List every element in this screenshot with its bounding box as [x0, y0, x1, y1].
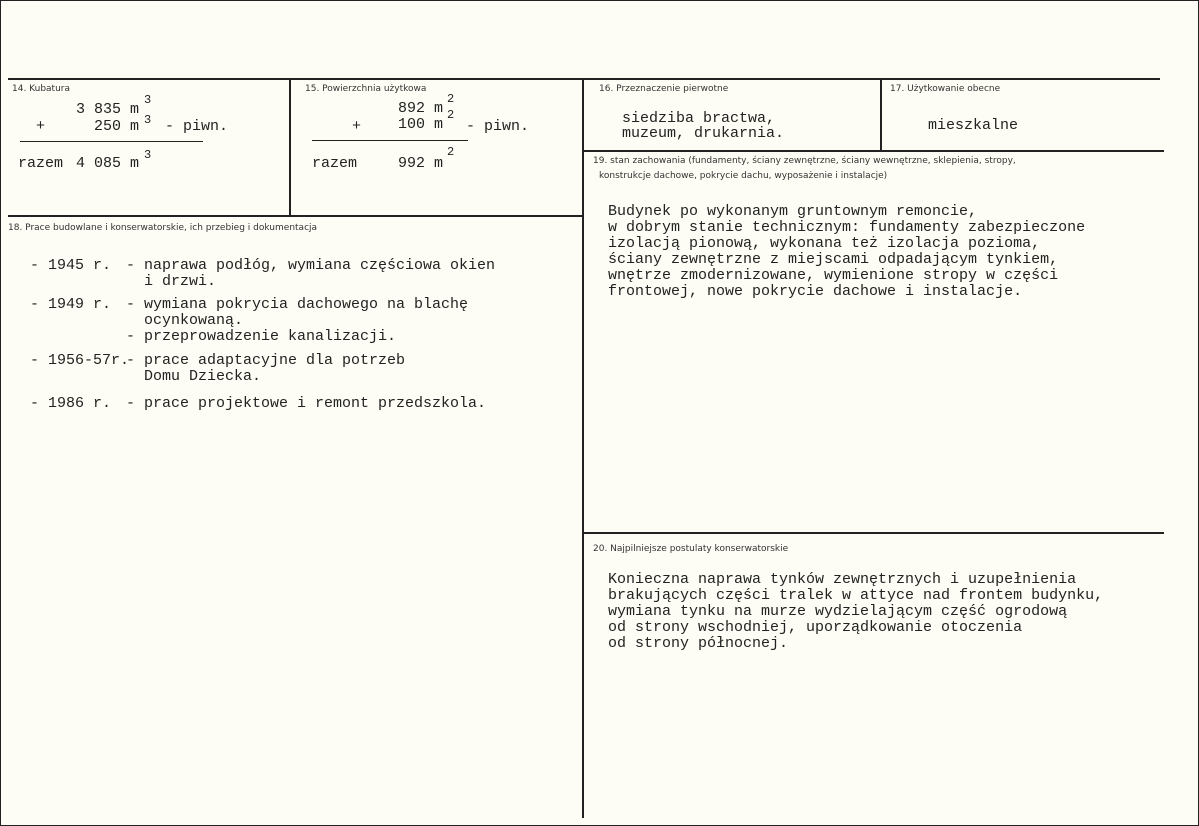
uzytkowanie-value: mieszkalne — [928, 117, 1019, 134]
prace-year-1949: - 1949 r. — [30, 296, 112, 313]
powierzchnia-line2-plus: + — [352, 118, 362, 135]
label-postulaty: 20. Najpilniejsze postulaty konserwatorskie — [593, 544, 789, 554]
powierzchnia-line2-suffix: - piwn. — [466, 118, 530, 135]
powierzchnia-line1: 892 m — [398, 100, 444, 117]
stan-line6: frontowej, nowe pokrycie dachowe i instalacje. — [608, 283, 1023, 300]
powierzchnia-line2: 100 m — [398, 116, 444, 133]
powierzchnia-line2-exp: 2 — [447, 108, 455, 122]
powierzchnia-total: 992 m — [398, 155, 444, 172]
prace-1945-line1: - naprawa podłóg, wymiana częściowa okien — [126, 257, 496, 274]
postulaty-line2: brakujących części tralek w attyce nad frontem budynku, — [608, 587, 1104, 604]
stan-line4: ściany zewnętrzne z miejscami odpadającym tynkiem, — [608, 251, 1059, 268]
przeznaczenie-line2: muzeum, drukarnia. — [622, 125, 785, 142]
rule-right-19 — [582, 532, 1164, 534]
kubatura-line2: 250 m — [94, 118, 140, 135]
postulaty-line5: od strony północnej. — [608, 635, 789, 652]
prace-1949-line3: - przeprowadzenie kanalizacji. — [126, 328, 397, 345]
kubatura-total: 4 085 m — [76, 155, 140, 172]
label-stan-line2: konstrukcje dachowe, pokrycie dachu, wyposażenie i instalacje) — [599, 171, 888, 181]
label-stan-line1: 19. stan zachowania (fundamenty, ściany zewnętrzne, ściany wewnętrzne, sklepienia, stropy, — [593, 156, 1016, 166]
stan-line3: izolacją pionową, wykonana też izolacja pozioma, — [608, 235, 1041, 252]
kubatura-line2-exp: 3 — [144, 113, 152, 127]
powierzchnia-total-label: razem — [312, 155, 358, 172]
rule-left-mid — [8, 215, 584, 217]
postulaty-line3: wymiana tynku na murze wydzielającym część ogrodową — [608, 603, 1068, 620]
prace-1986-line1: - prace projektowe i remont przedszkola. — [126, 395, 487, 412]
divider-14-15 — [289, 78, 291, 216]
prace-1945-line2: i drzwi. — [126, 273, 217, 290]
stan-line5: wnętrze zmodernizowane, wymienione stropy w części — [608, 267, 1059, 284]
label-przeznaczenie: 16. Przeznaczenie pierwotne — [599, 84, 729, 94]
prace-1956-line2: Domu Dziecka. — [126, 368, 262, 385]
postulaty-line4: od strony wschodniej, uporządkowanie otoczenia — [608, 619, 1023, 636]
kubatura-line2-suffix: - piwn. — [165, 118, 229, 135]
kubatura-line2-plus: + — [36, 118, 46, 135]
prace-1956-line1: - prace adaptacyjne dla potrzeb — [126, 352, 406, 369]
prace-year-1945: - 1945 r. — [30, 257, 112, 274]
stan-line1: Budynek po wykonanym gruntownym remoncie, — [608, 203, 978, 220]
prace-1949-line1: - wymiana pokrycia dachowego na blachę — [126, 296, 469, 313]
rule-right-16 — [582, 150, 1164, 152]
prace-year-1986: - 1986 r. — [30, 395, 112, 412]
divider-16-17 — [880, 78, 882, 151]
stan-line2: w dobrym stanie technicznym: fundamenty zabezpieczone — [608, 219, 1086, 236]
label-powierzchnia: 15. Powierzchnia użytkowa — [305, 84, 427, 94]
prace-year-1956: - 1956-57r. — [30, 352, 130, 369]
powierzchnia-line1-exp: 2 — [447, 92, 455, 106]
label-uzytkowanie: 17. Użytkowanie obecne — [890, 84, 1001, 94]
label-kubatura: 14. Kubatura — [12, 84, 71, 94]
kubatura-total-label: razem — [18, 155, 64, 172]
postulaty-line1: Konieczna naprawa tynków zewnętrznych i uzupełnienia — [608, 571, 1077, 588]
przeznaczenie-line1: siedziba bractwa, — [622, 110, 776, 127]
powierzchnia-sum-rule — [312, 140, 468, 141]
kubatura-line1: 3 835 m — [76, 101, 140, 118]
top-rule — [8, 78, 1160, 80]
label-prace: 18. Prace budowlane i konserwatorskie, ich przebieg i dokumentacja — [8, 223, 318, 233]
prace-1949-line2: ocynkowaną. — [126, 312, 244, 329]
kubatura-total-exp: 3 — [144, 148, 152, 162]
kubatura-line1-exp: 3 — [144, 93, 152, 107]
kubatura-sum-rule — [20, 141, 203, 142]
divider-center — [582, 78, 584, 818]
powierzchnia-total-exp: 2 — [447, 145, 455, 159]
